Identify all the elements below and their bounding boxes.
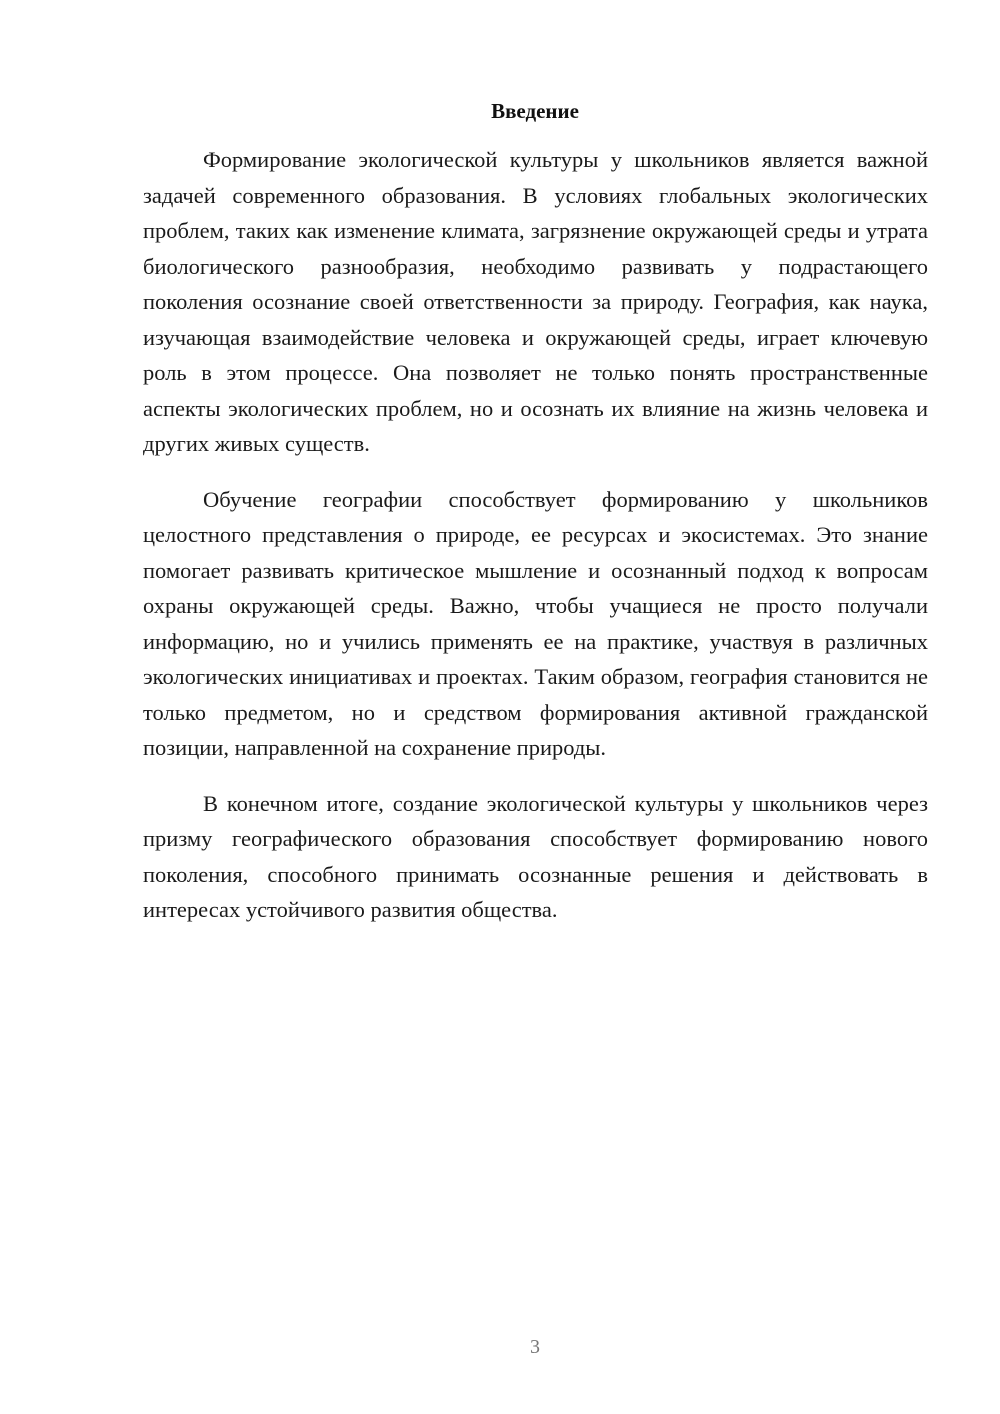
paragraph-3: В конечном итоге, создание экологической культуры у школьников через призму географического образования способствует формированию нового поколения, способного принимать осознанные решения и действовать в интересах устойчивого развития общества. [143,790,928,922]
section-heading: Введение [491,99,579,123]
paragraph-1: Формирование экологической культуры у школьников является важной задачей современного образования. В условиях глобальных экологических проблем, таких как изменение климата, загрязнение окружающей среды и утрата биологического разнообразия, необходимо развивать у подрастающего поколения осознание своей ответственности за природу. География, как наука, изучающая взаимодействие человека и окружающей среды, играет ключевую роль в этом процессе. Она позволяет не только понять пространственные аспекты экологических проблем, но и осознать их влияние на жизнь человека и других живых существ. [143,147,928,456]
paragraph-2: Обучение географии способствует формированию у школьников целостного представления о природе, ее ресурсах и экосистемах. Это знание помогает развивать критическое мышление и осознанный подход к вопросам охраны окружающей среды. Важно, чтобы учащиеся не просто получали информацию, но и учились применять ее на практике, участвуя в различных экологических инициативах и проектах. Таким образом, география становится не только предметом, но и средством формирования активной гражданской позиции, направленной на сохранение природы. [143,486,928,760]
page-number: 3 [530,1336,540,1358]
body-text [143,142,928,948]
